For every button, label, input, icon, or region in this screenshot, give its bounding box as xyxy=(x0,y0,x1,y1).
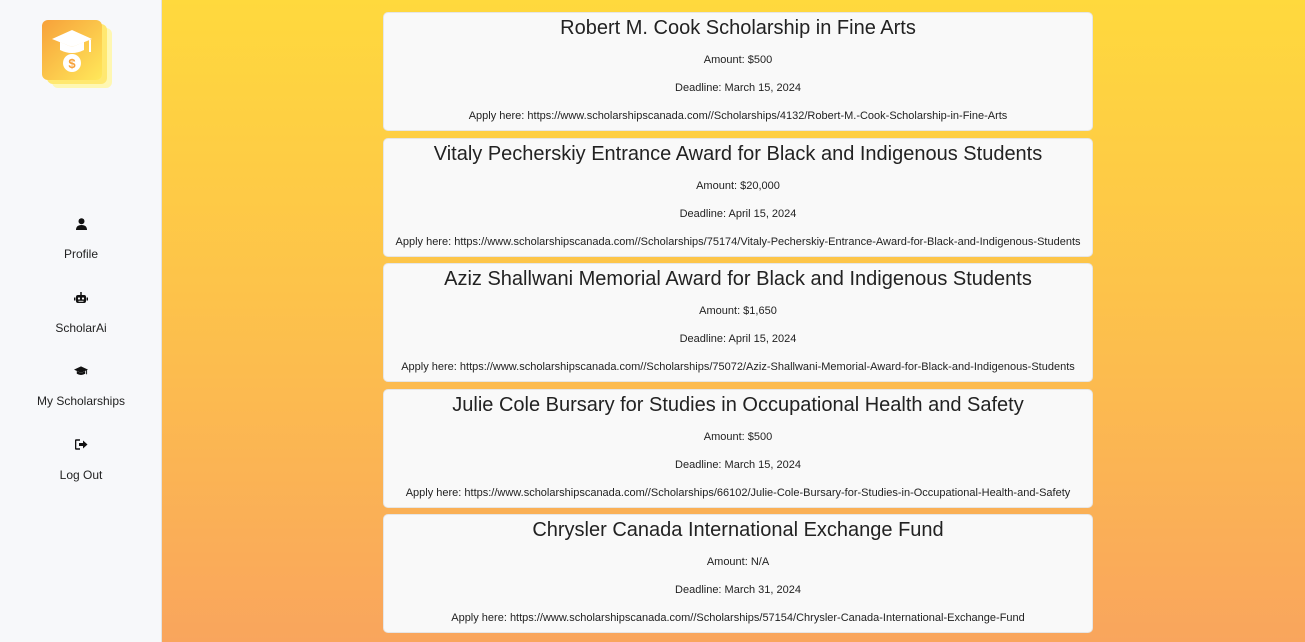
scholarship-amount: Amount: N/A xyxy=(706,556,770,568)
scholarship-deadline: Deadline: April 15, 2024 xyxy=(679,207,797,220)
sidebar xyxy=(0,0,162,642)
scholarship-card xyxy=(383,389,1093,508)
sidebar-item-my-scholarships[interactable] xyxy=(0,360,162,434)
apply-label: Apply here: xyxy=(405,486,465,499)
scholarship-list xyxy=(383,12,1093,640)
scholarship-apply xyxy=(384,110,1092,123)
scholarship-card xyxy=(383,138,1093,257)
scholarship-title: Julie Cole Bursary for Studies in Occupational Health and Safety xyxy=(452,393,1024,416)
scholarship-card xyxy=(383,263,1093,382)
scholarship-deadline: Deadline: March 15, 2024 xyxy=(675,458,801,471)
scholarship-apply xyxy=(384,612,1092,625)
scholarship-link[interactable]: https://www.scholarshipscanada.com//Scholarships/57154/Chrysler-Canada-International-Exchange-Fund xyxy=(509,612,1025,624)
main-content xyxy=(162,0,1305,642)
scholarship-amount: Amount: $1,650 xyxy=(699,305,777,317)
scholarship-link[interactable]: https://www.scholarshipscanada.com//Scholarships/4132/Robert-M.-Cook-Scholarship-in-Fine-Arts xyxy=(527,110,1008,122)
scholarship-link[interactable]: https://www.scholarshipscanada.com//Scholarships/75072/Aziz-Shallwani-Memorial-Award-for-Black-and-Indigenous-Students xyxy=(459,361,1075,373)
apply-label: Apply here: xyxy=(401,361,460,373)
sidebar-item-log-out[interactable] xyxy=(0,434,162,508)
scholarship-title: Chrysler Canada International Exchange Fund xyxy=(532,519,944,541)
sidebar-item-label: Profile xyxy=(63,247,98,261)
sidebar-item-scholarai[interactable] xyxy=(0,287,162,361)
scholarship-deadline: Deadline: April 15, 2024 xyxy=(679,333,797,345)
scholarship-card xyxy=(383,12,1093,131)
user-icon xyxy=(74,217,88,231)
scholarship-title: Robert M. Cook Scholarship in Fine Arts xyxy=(560,17,916,39)
scholarship-title: Aziz Shallwani Memorial Award for Black and Indigenous Students xyxy=(444,268,1032,290)
sidebar-item-label: My Scholarships xyxy=(36,394,126,408)
scholarship-amount: Amount: $500 xyxy=(703,430,773,443)
sidebar-item-label: Log Out xyxy=(59,467,103,482)
apply-label: Apply here: xyxy=(395,235,455,248)
logout-icon xyxy=(74,438,88,452)
graduation-cap-icon xyxy=(74,364,88,378)
scholarship-link[interactable]: https://www.scholarshipscanada.com//Scholarships/66102/Julie-Cole-Bursary-for-Studies-in-Occupational-Health-and-Safety xyxy=(464,486,1071,499)
svg-text:$: $ xyxy=(68,56,76,71)
scholarship-amount: Amount: $20,000 xyxy=(696,179,780,192)
scholarship-card xyxy=(383,514,1093,633)
apply-label: Apply here: xyxy=(451,612,510,624)
scholarship-apply xyxy=(384,487,1092,500)
scholarship-apply xyxy=(384,236,1092,249)
scholarship-title: Vitaly Pecherskiy Entrance Award for Black and Indigenous Students xyxy=(433,142,1043,165)
app-logo-icon[interactable] xyxy=(42,20,112,88)
scholarship-link[interactable]: https://www.scholarshipscanada.com//Scholarships/75174/Vitaly-Pecherskiy-Entrance-Award-for-Black-and-Indigenous-Students xyxy=(454,235,1081,248)
scholarship-deadline: Deadline: March 15, 2024 xyxy=(675,82,801,94)
apply-label: Apply here: xyxy=(468,110,528,122)
robot-icon xyxy=(74,291,88,305)
sidebar-item-profile[interactable] xyxy=(0,213,162,287)
sidebar-nav xyxy=(0,213,162,507)
scholarship-amount: Amount: $500 xyxy=(703,54,773,66)
scholarship-deadline: Deadline: March 31, 2024 xyxy=(675,584,801,596)
sidebar-item-label: ScholarAi xyxy=(55,320,107,335)
scholarship-apply xyxy=(384,361,1092,374)
